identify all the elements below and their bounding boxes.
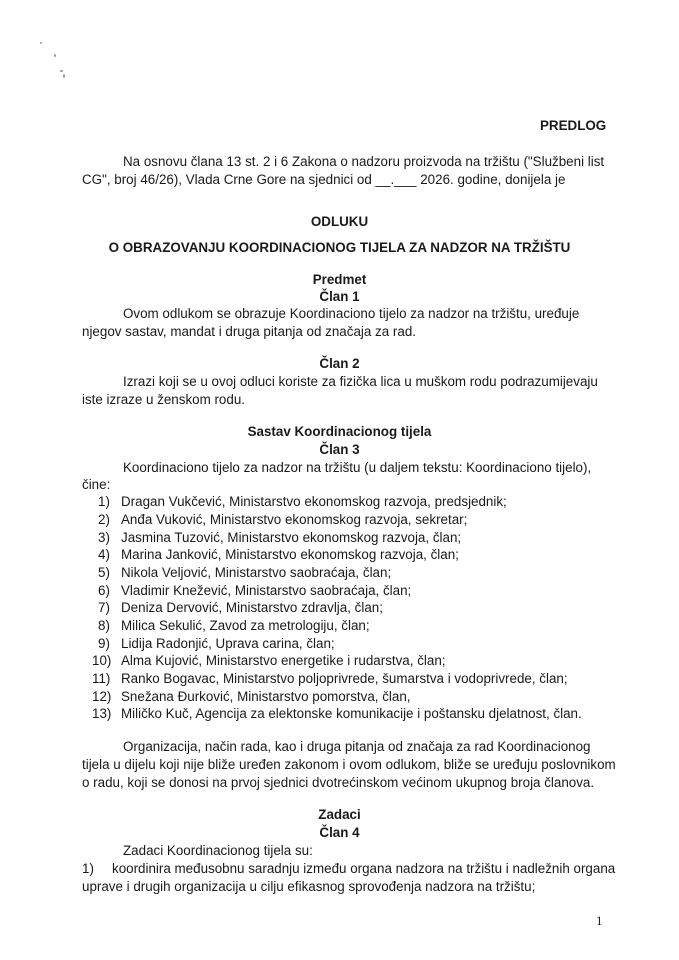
member-list-item: 12) [92, 689, 112, 704]
section-heading-sastav: Sastav Koordinacionog tijela [247, 424, 432, 439]
section-heading-predmet: Predmet [312, 272, 367, 287]
member-list-item-text: Anđa Vuković, Ministarstvo ekonomskog razvoja, sekretar; [121, 512, 468, 527]
member-list-item-text: Snežana Đurković, Ministarstvo pomorstva, član, [121, 689, 411, 704]
member-list-item-text: Alma Kujović, Ministarstvo energetike i rudarstva, član; [121, 653, 446, 668]
member-list-item: 11) [92, 671, 111, 686]
article-2-title: Član 2 [319, 356, 360, 371]
article-2-line-1: Izrazi koji se u ovoj odluci koriste za fizička lica u muškom rodu podrazumijevaju [123, 374, 598, 389]
member-list-item: 10) [92, 653, 112, 668]
member-list-item: 2) [98, 512, 110, 527]
member-list-item-text: Ranko Bogavac, Ministarstvo poljoprivrede, šumarstva i vodoprivrede, član; [121, 671, 568, 686]
article-1-line-1: Ovom odlukom se obrazuje Koordinaciono tijelo za nadzor na tržištu, uređuje [123, 306, 580, 321]
member-list-item-text: Lidija Radonjić, Uprava carina, član; [121, 636, 335, 651]
document-subtitle: O OBRAZOVANJU KOORDINACIONOG TIJELA ZA NADZOR NA TRŽIŠTU [108, 240, 571, 255]
member-list-item: 6) [98, 583, 110, 598]
member-list-item-text: Milica Sekulić, Zavod za metrologiju, član; [121, 618, 370, 633]
article-2-line-2: iste izraze u ženskom rodu. [82, 392, 245, 407]
member-list-item: 4) [98, 547, 110, 562]
article-4-intro: Zadaci Koordinacionog tijela su: [123, 843, 313, 858]
member-list-item: 5) [98, 565, 110, 580]
task-item-line-1: koordinira međusobnu saradnju između organa nadzora na tržištu i nadležnih organa [112, 861, 616, 876]
member-list-item-text: Nikola Veljović, Ministarstvo saobraćaja, član; [121, 565, 392, 580]
article-3-line-2: čine: [82, 477, 111, 492]
member-list-item: 13) [92, 706, 112, 721]
member-list-item-text: Vladimir Knežević, Ministarstvo saobraćaja, član; [121, 583, 412, 598]
task-item-line-2: uprave i drugih organizacija u cilju efikasnog sprovođenja nadzora na tržištu; [82, 879, 536, 894]
section-heading-zadaci: Zadaci [318, 807, 361, 822]
article-4-title: Član 4 [319, 825, 360, 840]
member-list-item: 9) [98, 636, 110, 651]
task-item-number: 1) [82, 861, 94, 876]
article-3-paragraph-line-3: o radu, koji se donosi na prvoj sjednici dvotrećinskom većinom ukupnog broja članova. [82, 775, 595, 790]
member-list-item: 7) [98, 600, 110, 615]
preamble-line-1: Na osnovu člana 13 st. 2 i 6 Zakona o nadzoru proizvoda na tržištu ("Službeni list [123, 154, 605, 169]
proposal-label: PREDLOG [540, 118, 607, 133]
article-3-title: Član 3 [319, 442, 360, 457]
article-3-paragraph-line-2: tijela u dijelu koji nije bliže uređen zakonom i ovom odlukom, bliže se uređuju poslovnikom [82, 757, 616, 772]
article-3-line-1: Koordinaciono tijelo za nadzor na tržištu (u daljem tekstu: Koordinaciono tijelo), [123, 460, 592, 475]
scan-marks [36, 36, 76, 86]
page-number: 1 [596, 913, 603, 928]
article-1-line-2: njegov sastav, mandat i druga pitanja od značaja za rad. [82, 324, 416, 339]
member-list-item: 3) [98, 530, 110, 545]
member-list-item-text: Miličko Kuč, Agencija za elektonske komunikacije i poštansku djelatnost, član. [121, 706, 582, 721]
member-list-item: 8) [98, 618, 110, 633]
member-list-item: 1) [98, 494, 110, 509]
member-list-item-text: Jasmina Tuzović, Ministarstvo ekonomskog razvoja, član; [121, 530, 462, 545]
member-list-item-text: Deniza Dervović, Ministarstvo zdravlja, član; [121, 600, 383, 615]
member-list-item-text: Marina Janković, Ministarstvo ekonomskog razvoja, član; [121, 547, 459, 562]
article-3-paragraph-line-1: Organizacija, način rada, kao i druga pitanja od značaja za rad Koordinacionog [123, 739, 591, 754]
member-list-item-text: Dragan Vukčević, Ministarstvo ekonomskog razvoja, predsjednik; [121, 494, 507, 509]
document-title: ODLUKU [310, 214, 369, 229]
article-1-title: Član 1 [319, 289, 360, 304]
preamble-line-2: CG", broj 46/26), Vlada Crne Gore na sjednici od __.___ 2026. godine, donijela je [82, 172, 566, 187]
